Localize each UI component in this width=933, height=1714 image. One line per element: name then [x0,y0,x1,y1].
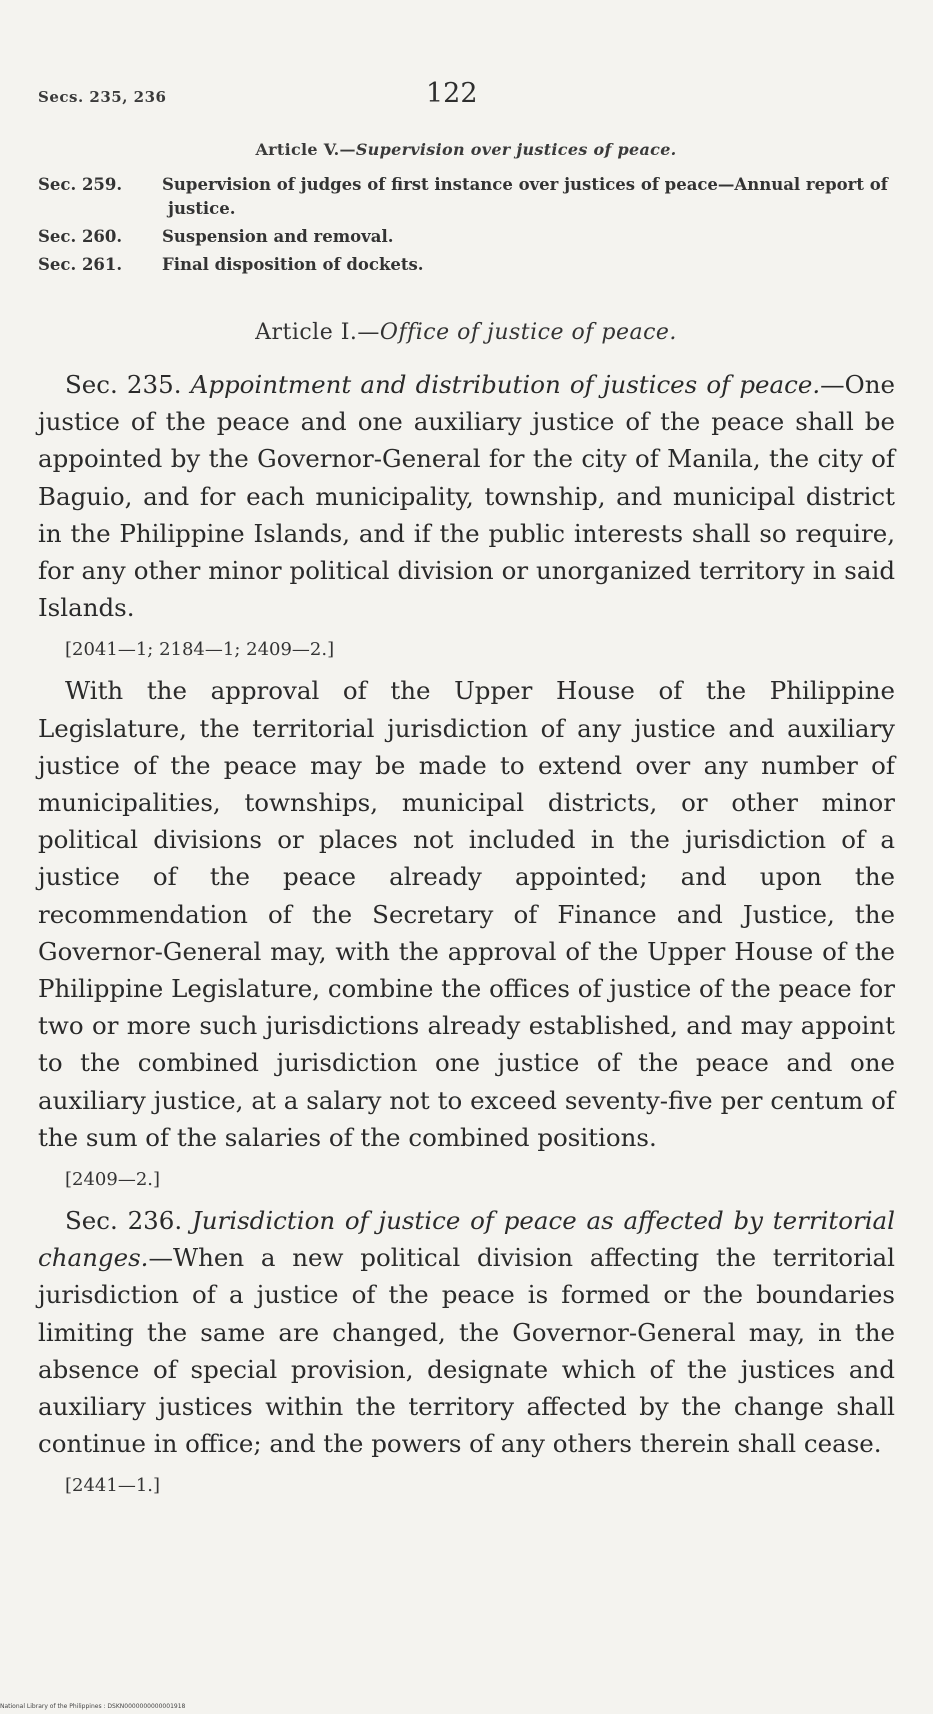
toc-entry-text: Suspension and removal. [162,227,394,246]
section-235-paragraph-2: With the approval of the Upper House of the Philippine Legislature, the territorial jurisdiction of any justice and auxiliary justice of the peace may be made to extend over any number of municipalities, townships, municipal districts, or other minor political divisions or places not included in the jurisdiction of a justice of the peace already appointed; and upon the recommendation of the Secretary of Finance and Justice, the Governor-General may, with the approval of the Upper House of the Philippine Legislature, combine the offices of justice of the peace for two or more such jurisdictions already established, and may appoint to the combined jurisdiction one justice of the peace and one auxiliary justice, at a salary not to exceed seventy-five per centum of the sum of the salaries of the combined positions. [38,676,895,1152]
toc-entry-section: Sec. 260. [38,227,123,246]
section-236-paragraph [38,1202,895,1462]
toc-entry-section: Sec. 259. [38,175,123,194]
running-head [38,78,898,114]
toc-entry-text: Final disposition of dockets. [162,255,424,274]
section-235-title: Appointment and distribution of justices of peace. [190,370,821,399]
scan-footer: National Library of the Philippines : DSKN0000000000001918 [0,1703,186,1710]
page-number: 122 [426,78,478,109]
running-head-sections: Secs. 235, 236 [38,88,167,106]
section-236-citation: [2441—1.] [65,1475,161,1497]
section-236-label: Sec. 236. [65,1206,192,1236]
section-235-citation: [2041—1; 2184—1; 2409—2.] [65,639,335,661]
article-prefix: Article I.— [255,320,380,345]
toc-heading-prefix: Article V.— [255,140,356,159]
section-235-citation-2: [2409—2.] [65,1169,161,1191]
toc-entry [38,225,894,249]
toc-heading [38,140,894,159]
table-of-contents [38,140,894,281]
article-title: Office of justice of peace. [379,320,677,345]
toc-entry-section: Sec. 261. [38,255,123,274]
body-text [38,366,895,1508]
toc-entry [38,253,894,277]
section-235-label: Sec. 235. [65,370,191,399]
section-236-text: —When a new political division affecting the territorial jurisdiction of a justice of the peace is formed or the boundaries limiting the same are changed, the Governor-General may, in the absence of special provision, designate which of the justices and auxiliary justices within the territory affected by the change shall continue in office; and the powers of any others therein shall cease. [38,1243,895,1459]
section-235-paragraph [38,366,895,626]
section-235-text: —One justice of the peace and one auxiliary justice of the peace shall be appointed by the Governor-General for the city of Manila, the city of Baguio, and for each municipality, township, and municipal district in the Philippine Islands, and if the public interests shall so require, for any other minor political division or unorganized territory in said Islands. [38,370,896,623]
toc-heading-title: Supervision over justices of peace. [355,140,677,159]
toc-entry [38,173,894,221]
article-heading [38,320,894,345]
section-236-title: Jurisdiction of justice of peace as affected by territorial changes. [38,1206,895,1273]
toc-entry-text: Supervision of judges of first instance over justices of peace—Annual report of justice. [162,175,888,218]
